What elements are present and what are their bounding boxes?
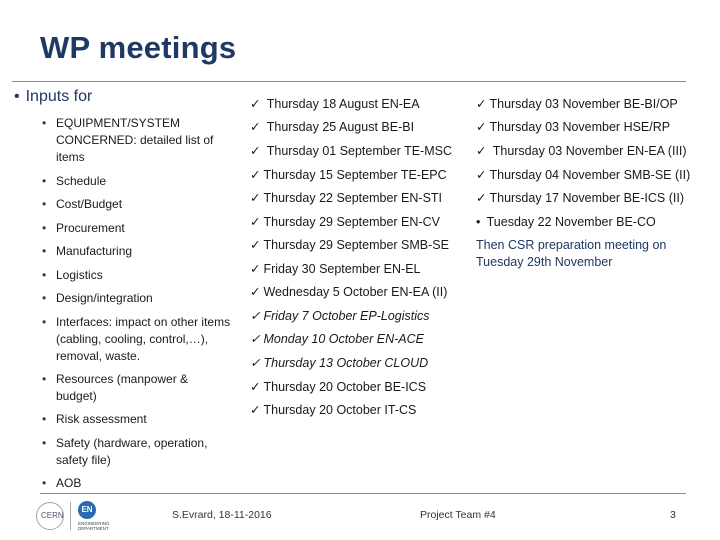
footer-center: Project Team #4 [420,509,496,521]
meeting-item: ✓ Thursday 03 November HSE/RP [476,120,671,134]
list-item: • Cost/Budget [42,197,123,211]
page-number: 3 [670,509,676,521]
meeting-item: ✓ Thursday 04 November SMB-SE (II) [476,168,691,182]
inputs-heading-text: Inputs for [25,88,93,105]
meeting-item: ✓ Thursday 01 September TE-MSC [250,144,452,158]
cern-logo: CERN [36,502,64,530]
meeting-item: ✓ Friday 7 October EP-Logistics [250,309,430,323]
meeting-item: ✓ Thursday 15 September TE-EPC [250,168,447,182]
en-logo: EN [78,501,96,519]
meeting-item: ✓ Thursday 25 August BE-BI [250,120,415,134]
en-logo-text: ENGINEERING DEPARTMENT [78,521,110,531]
meeting-item: ✓ Thursday 17 November BE-ICS (II) [476,191,684,205]
meeting-item: ✓ Thursday 22 September EN-STI [250,191,443,205]
meeting-item: ✓ Thursday 18 August EN-EA [250,97,420,111]
meeting-item: ✓ Thursday 03 November EN-EA (III) [476,144,687,158]
list-item: • Design/integration [42,291,153,305]
list-item: • Schedule [42,174,107,188]
list-item: • Manufacturing [42,244,133,258]
list-item: • Risk assessment [42,412,147,426]
meeting-item: ✓ Thursday 20 October BE-ICS [250,380,427,394]
logo-divider [70,502,71,530]
list-item: • Interfaces: impact on other items (cabling, cooling, control,…), removal, waste. [42,315,231,363]
bullet: • [14,88,20,105]
list-item: • Procurement [42,221,125,235]
csr-note: Then CSR preparation meeting on Tuesday 29th November [476,238,667,269]
list-item: • AOB [42,476,82,490]
meeting-item: ✓ Wednesday 5 October EN-EA (II) [250,285,448,299]
footer-divider [40,493,686,494]
list-item: • EQUIPMENT/SYSTEM CONCERNED: detailed list of items [42,116,214,164]
list-item: • Safety (hardware, operation, safety file) [42,436,208,467]
meeting-item: ✓ Thursday 29 September SMB-SE [250,238,449,252]
meeting-item: ✓ Thursday 03 November BE-BI/OP [476,97,678,111]
meeting-item: ✓ Monday 10 October EN-ACE [250,332,424,346]
meeting-item: ✓ Thursday 29 September EN-CV [250,215,440,229]
inputs-heading [14,88,92,106]
slide-title: WP meetings [40,30,237,65]
list-item: • Logistics [42,268,103,282]
list-item: • Resources (manpower & budget) [42,372,189,403]
meeting-item: ✓ Thursday 13 October CLOUD [250,356,429,370]
footer-author: S.Evrard, 18-11-2016 [172,509,272,521]
title-divider [12,81,686,82]
meeting-item: • Tuesday 22 November BE-CO [476,215,656,229]
meeting-item: ✓ Friday 30 September EN-EL [250,262,421,276]
meeting-item: ✓ Thursday 20 October IT-CS [250,403,417,417]
